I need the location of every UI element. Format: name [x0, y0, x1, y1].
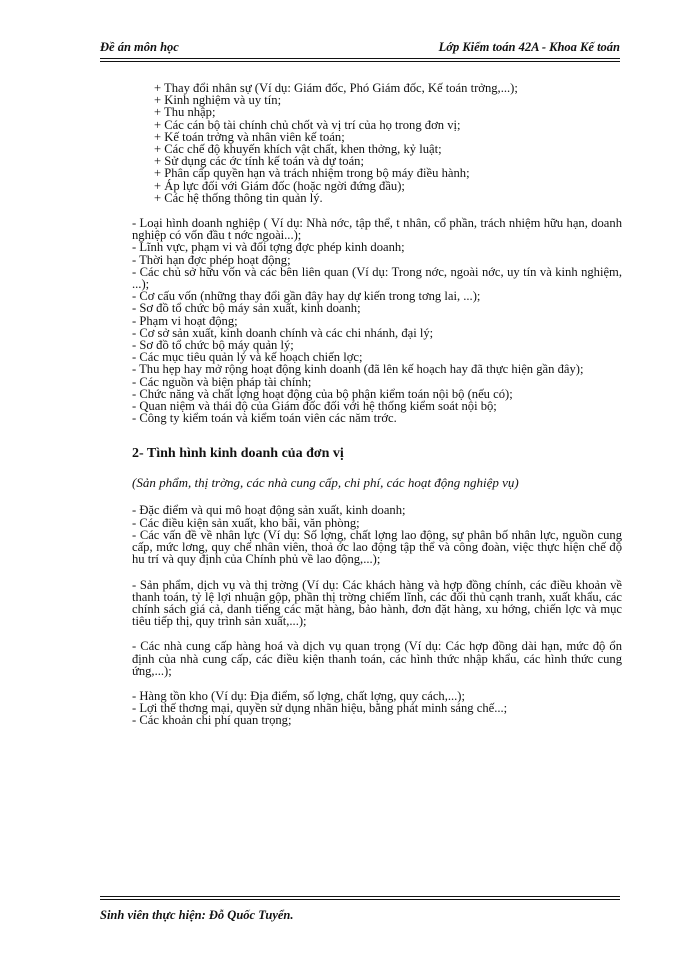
plus-item: + Kế toán trởng và nhân viên kế toán;	[154, 129, 345, 144]
plus-item: + Thu nhập;	[154, 105, 216, 120]
section-title: 2- Tình hình kinh doanh của đơn vị	[132, 446, 344, 462]
plus-item: + Các hệ thống thông tin quản lý.	[154, 190, 323, 205]
header-rule	[100, 58, 620, 62]
section2-paragraph: - Các nhà cung cấp hàng hoá và dịch vụ quan trọng (Ví dụ: Các hợp đồng dài hạn, mức độ ổn định của nhà cung cấp, các điều kiện thanh toán, các hình thức nhập khẩu, các hình thức cung ứng,...);	[132, 639, 622, 678]
dash-item: - Chức năng và chất lợng hoạt động của bộ phận kiểm toán nội bộ (nếu có);	[132, 386, 513, 401]
dash-list	[132, 217, 622, 424]
dash-item: - Thời hạn đợc phép hoạt động;	[132, 252, 291, 267]
document-body	[132, 82, 622, 727]
dash-item: - Phạm vi hoạt động;	[132, 313, 238, 328]
section2-group1	[132, 504, 622, 565]
dash-item: - Công ty kiểm toán và kiểm toán viên các năm trớc.	[132, 411, 397, 426]
header-right: Lớp Kiểm toán 42A - Khoa Kế toán	[438, 40, 620, 54]
dash-item: - Sơ đồ tổ chức bộ máy sản xuất, kinh doanh;	[132, 301, 361, 316]
plus-item: + Áp lực đối với Giám đốc (hoặc ngời đứng đầu);	[154, 178, 405, 193]
page-footer: Sinh viên thực hiện: Đỗ Quốc Tuyển.	[100, 908, 294, 922]
plus-item: + Thay đổi nhân sự (Ví dụ: Giám đốc, Phó Giám đốc, Kế toán trởng,...);	[154, 81, 518, 95]
dash-item: - Cơ cấu vốn (những thay đổi gần đây hay dự kiến trong tơng lai, ...);	[132, 289, 481, 304]
dash-item: - Hàng tồn kho (Ví dụ: Địa điểm, số lợng, chất lợng, quy cách,...);	[132, 688, 465, 703]
dash-item: - Lợi thế thơng mại, quyền sử dụng nhãn hiệu, bằng phát minh sáng chế...;	[132, 701, 508, 716]
dash-item: - Lĩnh vực, phạm vi và đối tợng đợc phép kinh doanh;	[132, 240, 405, 255]
footer-rule	[100, 896, 620, 900]
plus-item: + Sử dụng các ớc tính kế toán và dự toán;	[154, 154, 364, 169]
dash-item: - Các mục tiêu quản lý và kế hoạch chiến lợc;	[132, 350, 363, 365]
plus-item: + Các cán bộ tài chính chủ chốt và vị trí của họ trong đơn vị;	[154, 117, 461, 132]
dash-item: - Loại hình doanh nghiệp ( Ví dụ: Nhà nớc, tập thể, t nhân, cổ phần, trách nhiệm hữu hạn, doanh nghiệp có vốn đầu t nớc ngoài...);	[132, 216, 622, 243]
header-left: Đề án môn học	[100, 40, 179, 54]
dash-item: - Các vấn đề về nhân lực (Ví dụ: Số lợng, chất lợng lao động, sự phân bố nhân lực, nguồn cung cấp, mức lơng, quy chế nhân viên, thoả ớc lao động tập thể và công đoàn, việc thực hiện chế độ hu trí và quy định của Chính phủ về lao động,...);	[132, 527, 622, 567]
dash-item: - Cơ sở sản xuất, kinh doanh chính và các chi nhánh, đại lý;	[132, 325, 434, 340]
dash-item: - Các nguồn và biện pháp tài chính;	[132, 374, 312, 389]
plus-item: + Kinh nghiệm và uy tín;	[154, 93, 282, 108]
plus-item: + Phân cấp quyền hạn và trách nhiệm trong bộ máy điều hành;	[154, 166, 470, 181]
plus-item: + Các chế độ khuyến khích vật chất, khen thởng, kỷ luật;	[154, 142, 442, 157]
dash-item: - Quan niệm và thái độ của Giám đốc đối với hệ thống kiểm soát nội bộ;	[132, 399, 497, 414]
dash-item: - Đặc điểm và qui mô hoạt động sản xuất, kinh doanh;	[132, 503, 406, 518]
section-subtitle: (Sản phẩm, thị trờng, các nhà cung cấp, chi phí, các hoạt động nghiệp vụ)	[132, 475, 519, 491]
section2-paragraph: - Sản phẩm, dịch vụ và thị trờng (Ví dụ: Các khách hàng và hợp đồng chính, các điều khoản về thanh toán, tỷ lệ lợi nhuận gộp, phần thị trờng chiếm lĩnh, các đối thủ cạnh tranh, xuất khẩu, các chính sách giá cả, danh tiếng các mặt hàng, bảo hành, đơn đặt hàng, xu hớng, chiến lợc và mục tiêu tiếp thị, quy trình sản xuất,...);	[132, 577, 622, 629]
dash-item: - Các khoản chi phí quan trọng;	[132, 713, 292, 728]
dash-item: - Sơ đồ tổ chức bộ máy quản lý;	[132, 338, 294, 353]
dash-item: - Thu hẹp hay mở rộng hoạt động kinh doanh (đã lên kế hoạch hay đã thực hiện gần đây);	[132, 362, 584, 377]
plus-list	[132, 82, 622, 204]
page-header	[100, 40, 620, 56]
dash-item: - Các chủ sở hữu vốn và các bên liên quan (Ví dụ: Trong nớc, ngoài nớc, uy tín và kinh nghiệm, ...);	[132, 264, 622, 292]
dash-item: - Các điều kiện sản xuất, kho bãi, văn phòng;	[132, 515, 360, 530]
section2-group4	[132, 690, 622, 727]
